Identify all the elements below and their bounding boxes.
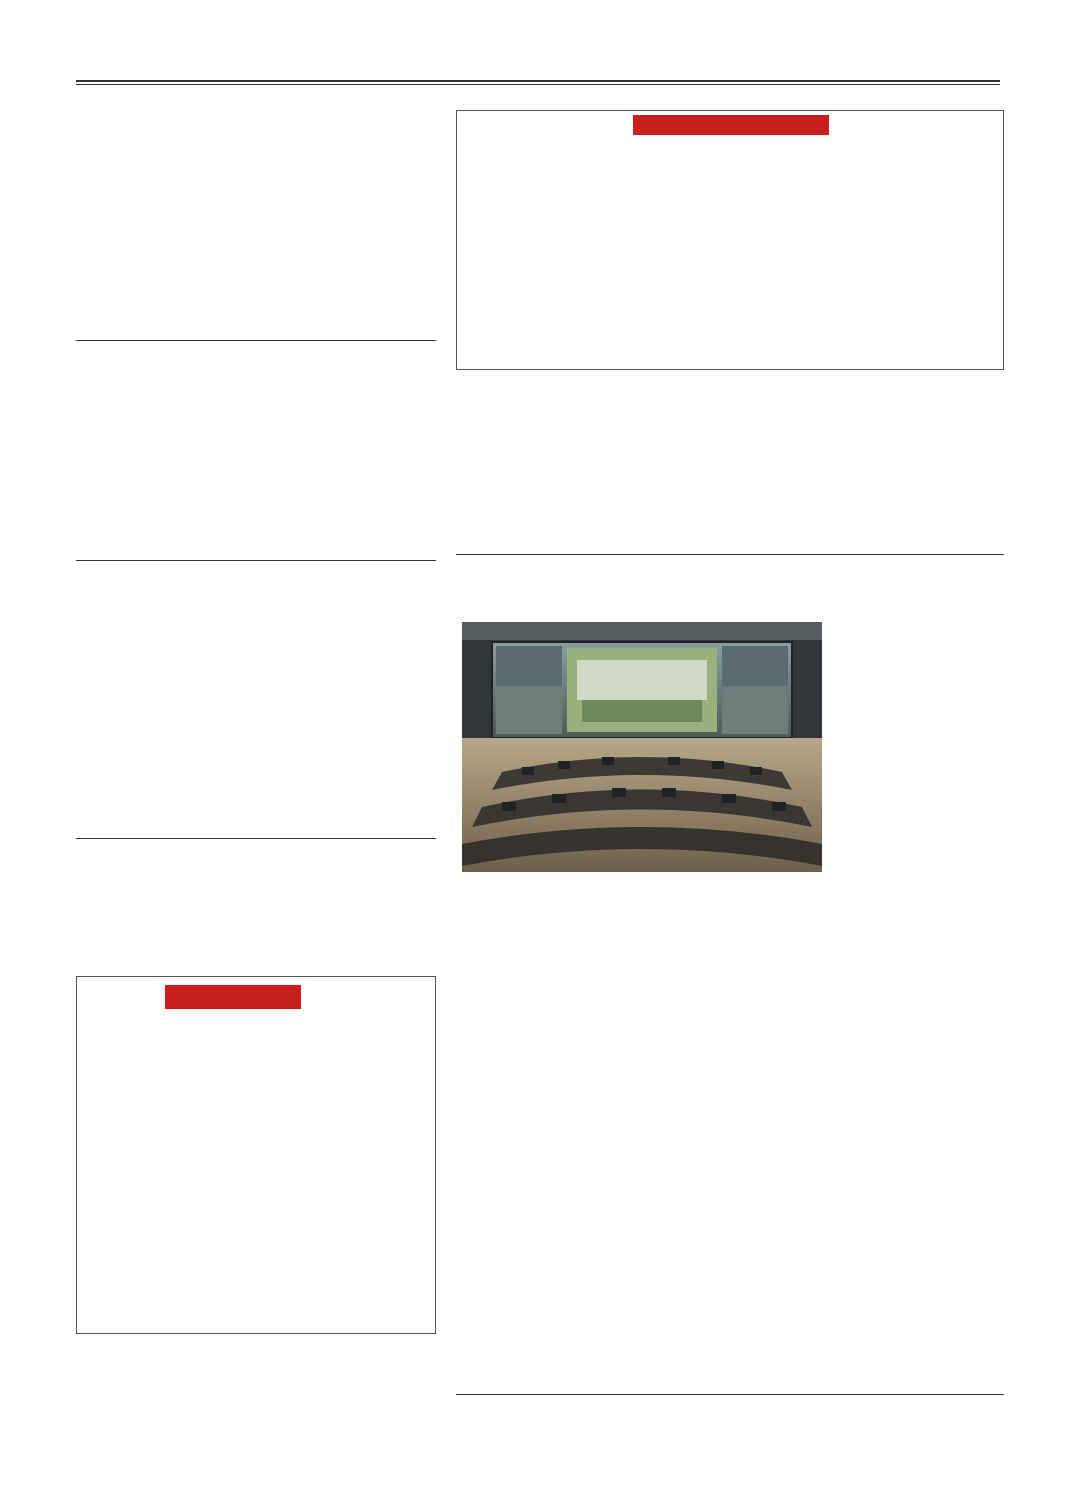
divider: [76, 838, 436, 839]
article-shuanghe: [456, 384, 1004, 526]
article-body: [88, 858, 436, 958]
justice-box: [456, 110, 1004, 370]
masthead: [76, 44, 1000, 80]
divider: [76, 560, 436, 561]
article-body: [471, 201, 993, 363]
article-body: [89, 1191, 425, 1317]
article-ganling: [88, 110, 432, 262]
command-center-image: [462, 622, 822, 872]
divider: [76, 340, 436, 341]
command-center-photo: [462, 622, 822, 872]
article-body: [88, 582, 436, 822]
masthead-rule-thin: [76, 84, 1000, 85]
party-conduct-box: [76, 976, 436, 1334]
article-body: [89, 1051, 425, 1139]
article-police: [456, 562, 1004, 564]
article-body: [88, 362, 436, 548]
rice-body: [470, 1448, 994, 1492]
masthead-rule: [76, 80, 1000, 82]
police-body-bottom: [476, 880, 820, 1390]
article-cppcc: [76, 568, 436, 822]
divider: [456, 554, 1004, 555]
divider: [456, 1394, 1004, 1395]
article-npc: [76, 348, 436, 548]
tag-banner: [633, 115, 829, 135]
police-body-right: [832, 622, 1004, 1370]
article-body: [468, 400, 992, 526]
article-body: [88, 124, 432, 260]
section-banner: [165, 985, 301, 1009]
article-training: [76, 846, 436, 958]
